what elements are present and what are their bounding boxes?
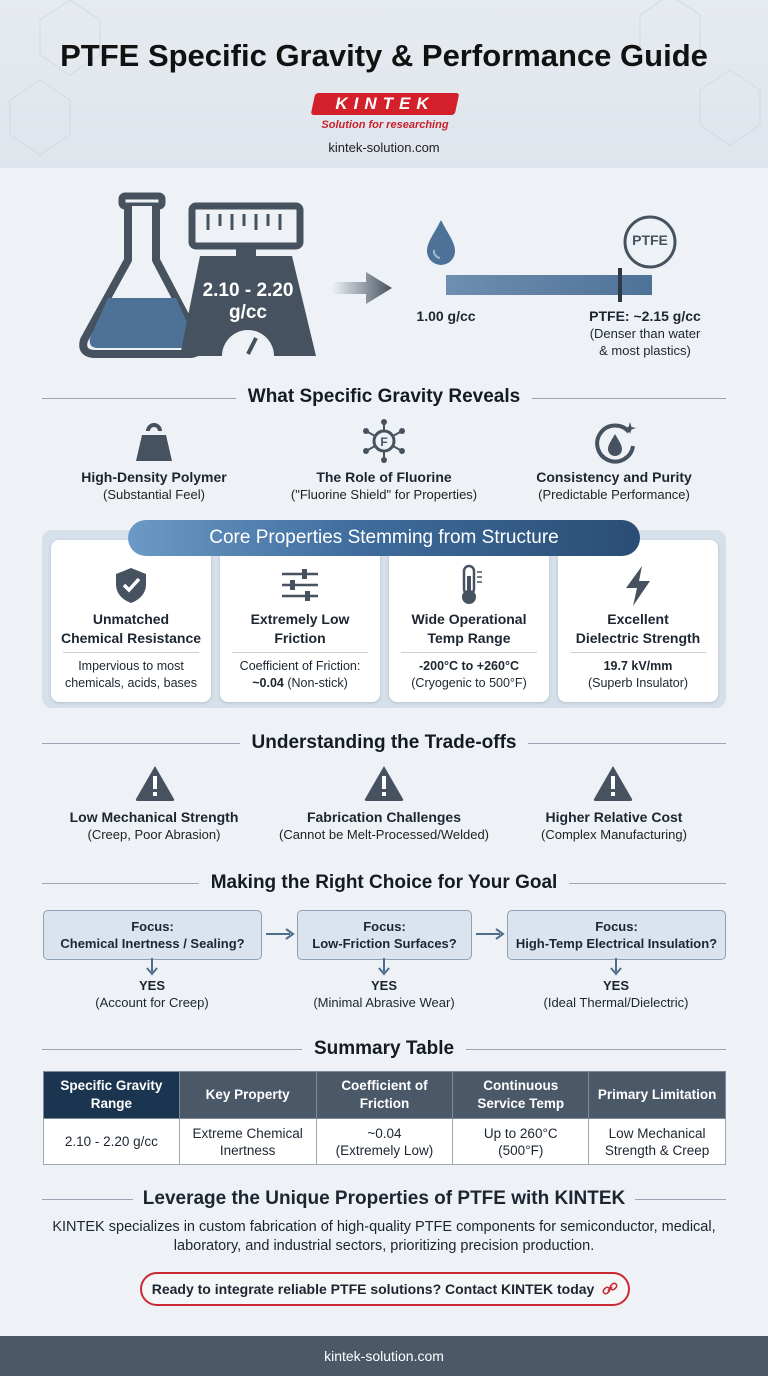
ptfe-density-label: PTFE: ~2.15 g/cc bbox=[589, 308, 701, 324]
yes-note: (Ideal Thermal/Dielectric) bbox=[543, 995, 689, 1010]
card-desc-post: (Non-stick) bbox=[283, 676, 348, 690]
lightning-icon bbox=[624, 566, 652, 606]
warning-icon bbox=[134, 764, 176, 802]
card-desc bbox=[220, 658, 380, 692]
yes-label: YES bbox=[602, 978, 629, 993]
flask-scale-illustration bbox=[70, 190, 330, 360]
arrow-down-icon bbox=[377, 958, 391, 976]
table-header-cell: Coefficient of Friction bbox=[316, 1072, 453, 1119]
water-density-label: 1.00 g/cc bbox=[416, 308, 476, 324]
table-cell: 2.10 - 2.20 g/cc bbox=[44, 1119, 180, 1165]
cta-button-label: Ready to integrate reliable PTFE solutions? Contact KINTEK today bbox=[151, 1281, 595, 1297]
tradeoff-title: Fabrication Challenges bbox=[306, 809, 462, 825]
molecule-icon bbox=[362, 418, 406, 464]
footer-url[interactable]: kintek-solution.com bbox=[0, 1336, 768, 1376]
reveal-item-sub: (Substantial Feel) bbox=[103, 487, 205, 502]
reveal-item-title: High-Density Polymer bbox=[81, 469, 227, 485]
choice-heading: Making the Right Choice for Your Goal bbox=[0, 872, 768, 894]
tradeoff-title: Higher Relative Cost bbox=[545, 809, 683, 825]
table-cell: Low Mechanical Strength & Creep bbox=[589, 1119, 726, 1165]
tradeoffs-heading: Understanding the Trade-offs bbox=[0, 732, 768, 754]
card-title: Excellent Dielectric Strength bbox=[575, 611, 701, 646]
shield-check-icon bbox=[114, 566, 148, 604]
water-drop-icon bbox=[424, 218, 458, 268]
card-desc-pre: Coefficient of Friction: bbox=[239, 659, 361, 673]
table-header-cell: Specific Gravity Range bbox=[44, 1072, 180, 1119]
tradeoff-sub: (Cannot be Melt-Processed/Welded) bbox=[278, 827, 490, 842]
table-header-cell: Key Property bbox=[179, 1072, 316, 1119]
focus-box-chemical: Focus: Chemical Inertness / Sealing? bbox=[43, 910, 262, 960]
ptfe-badge-label: PTFE bbox=[632, 232, 668, 248]
header-url[interactable]: kintek-solution.com bbox=[328, 140, 440, 155]
tradeoff-sub: (Complex Manufacturing) bbox=[541, 827, 687, 842]
tradeoff-title: Low Mechanical Strength bbox=[69, 809, 239, 825]
cta-description: KINTEK specializes in custom fabrication of high-quality PTFE components for semiconductor, medical, laboratory, and industrial sectors, prioritizing precision production. bbox=[52, 1219, 716, 1254]
card-title: Wide Operational Temp Range bbox=[411, 611, 527, 646]
contact-kintek-button[interactable] bbox=[140, 1272, 630, 1306]
card-divider bbox=[570, 652, 706, 653]
page-title: PTFE Specific Gravity & Performance Guide bbox=[60, 38, 708, 73]
arrow-right-icon bbox=[474, 927, 506, 941]
table-header-row bbox=[44, 1072, 726, 1119]
ptfe-marker bbox=[618, 268, 622, 302]
table-header-cell: Primary Limitation bbox=[589, 1072, 726, 1119]
property-card-dielectric bbox=[558, 540, 718, 702]
core-properties-heading: Core Properties Stemming from Structure bbox=[128, 520, 640, 556]
ptfe-density-note: (Denser than water & most plastics) bbox=[589, 326, 701, 358]
warning-icon bbox=[363, 764, 405, 802]
card-divider bbox=[401, 652, 537, 653]
card-desc-value: ~0.04 bbox=[252, 676, 284, 690]
warning-icon bbox=[592, 764, 634, 802]
reveal-item-title: Consistency and Purity bbox=[536, 469, 692, 485]
yes-note: (Minimal Abrasive Wear) bbox=[313, 995, 455, 1010]
card-desc-post: (Superb Insulator) bbox=[587, 676, 689, 690]
arrow-right-icon bbox=[264, 927, 296, 941]
card-title: Unmatched Chemical Resistance bbox=[60, 611, 202, 646]
thermometer-icon bbox=[455, 564, 485, 606]
card-desc: Impervious to most chemicals, acids, bases bbox=[64, 659, 197, 690]
arrow-right-icon bbox=[332, 270, 394, 306]
card-desc bbox=[558, 658, 718, 692]
focus-box-friction: Focus: Low-Friction Surfaces? bbox=[297, 910, 472, 960]
arrow-down-icon bbox=[145, 958, 159, 976]
table-cell: Extreme Chemical Inertness bbox=[179, 1119, 316, 1165]
yes-label: YES bbox=[370, 978, 397, 993]
property-card-friction bbox=[220, 540, 380, 702]
reveal-item-title: The Role of Fluorine bbox=[316, 469, 452, 485]
logo-tagline: Solution for researching bbox=[321, 119, 449, 131]
yes-note: (Account for Creep) bbox=[95, 995, 209, 1010]
table-cell: Up to 260°C (500°F) bbox=[453, 1119, 589, 1165]
purity-icon bbox=[593, 420, 637, 464]
scale-value: 2.10 - 2.20 g/cc bbox=[202, 280, 294, 323]
focus-box-insulation: Focus: High-Temp Electrical Insulation? bbox=[507, 910, 726, 960]
card-desc bbox=[389, 658, 549, 692]
fluorine-glyph: F bbox=[380, 435, 388, 449]
table-heading: Summary Table bbox=[0, 1038, 768, 1060]
reveal-item-sub: (Predictable Performance) bbox=[538, 487, 690, 502]
card-desc-value: 19.7 kV/mm bbox=[603, 659, 673, 673]
card-divider bbox=[232, 652, 368, 653]
reveal-item-sub: ("Fluorine Shield" for Properties) bbox=[290, 487, 478, 502]
table-cell: ~0.04 (Extremely Low) bbox=[316, 1119, 453, 1165]
card-title: Extremely Low Friction bbox=[250, 611, 350, 646]
logo-text: KINTEK bbox=[335, 94, 435, 113]
card-desc-value: -200°C to +260°C bbox=[419, 659, 519, 673]
sliders-icon bbox=[282, 568, 318, 602]
table-header-cell: Continuous Service Temp bbox=[453, 1072, 589, 1119]
property-card-temperature bbox=[389, 540, 549, 702]
link-icon bbox=[602, 1282, 618, 1296]
arrow-down-icon bbox=[609, 958, 623, 976]
weight-icon bbox=[134, 421, 174, 463]
card-desc-post: (Cryogenic to 500°F) bbox=[411, 676, 527, 690]
tradeoff-sub: (Creep, Poor Abrasion) bbox=[87, 827, 221, 842]
card-divider bbox=[63, 652, 199, 653]
table-row bbox=[44, 1119, 726, 1165]
cta-heading: Leverage the Unique Properties of PTFE with KINTEK bbox=[0, 1188, 768, 1210]
summary-table bbox=[43, 1071, 726, 1165]
property-card-chemical bbox=[51, 540, 211, 702]
flask-icon bbox=[83, 196, 199, 354]
yes-label: YES bbox=[138, 978, 165, 993]
reveals-heading: What Specific Gravity Reveals bbox=[0, 386, 768, 408]
